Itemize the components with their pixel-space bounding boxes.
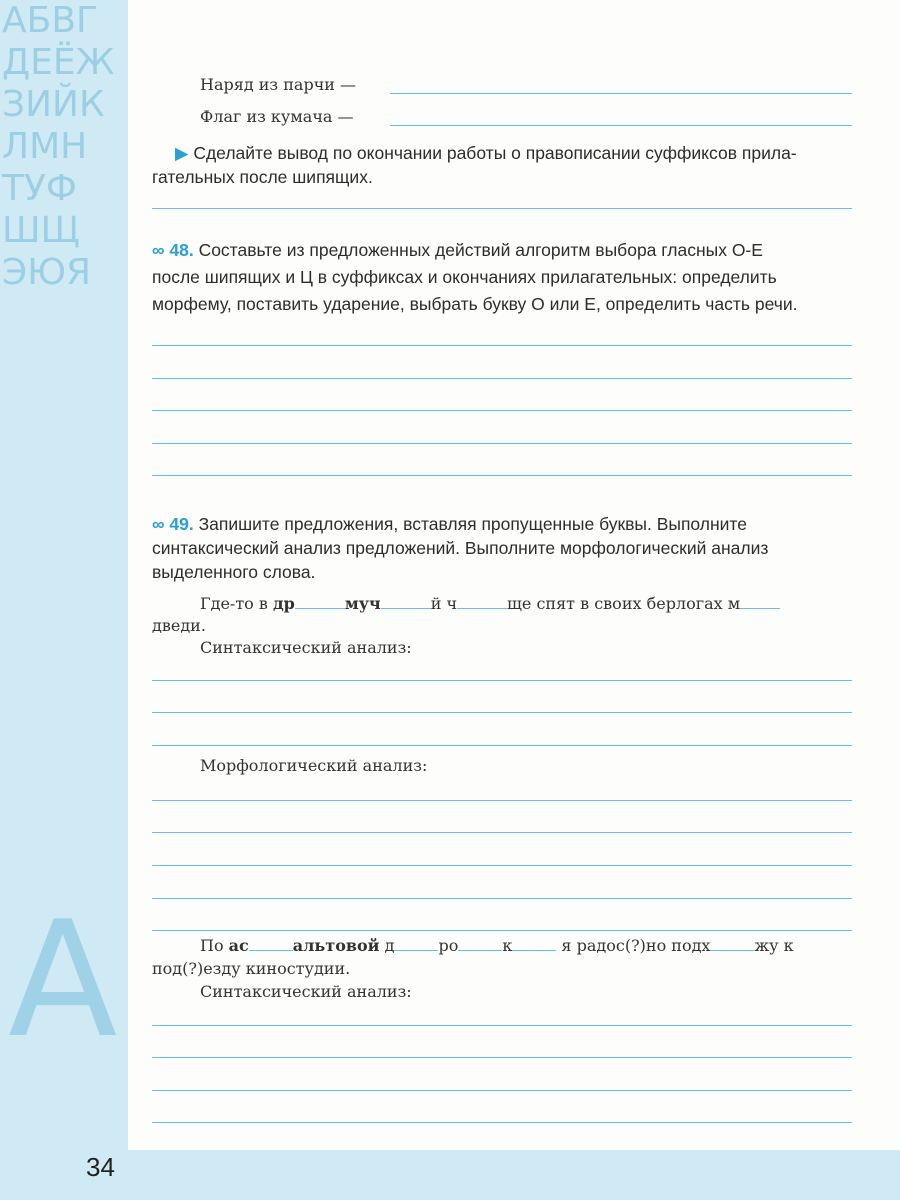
answer-line[interactable] xyxy=(152,443,852,444)
page-number: 34 xyxy=(86,1152,115,1182)
blank[interactable] xyxy=(457,596,507,609)
answer-line[interactable] xyxy=(152,800,852,801)
answer-line[interactable] xyxy=(152,745,852,746)
item-flag: Флаг из кумача — xyxy=(200,107,354,126)
answer-line[interactable] xyxy=(152,1057,852,1058)
answer-line[interactable] xyxy=(152,680,852,681)
triangle-icon: ▶ xyxy=(175,143,194,163)
exercise-49-text: выделенного слова. xyxy=(152,562,316,582)
exercise-48: ∞ 48. Составьте из предложенных действий алгоритм выбора гласных О-Е xyxy=(152,240,763,260)
watermark-letters: АБВГДЕЁЖ ЗИЙК ЛМН ТУФ ШЩ ЭЮЯ xyxy=(2,0,115,293)
answer-line[interactable] xyxy=(390,125,852,126)
answer-line[interactable] xyxy=(152,865,852,866)
blank[interactable] xyxy=(710,938,754,951)
item-naryad: Наряд из парчи — xyxy=(200,75,357,94)
exercise-49: ∞ 49. Запишите предложения, вставляя пропущенные буквы. Выполните xyxy=(152,514,747,534)
answer-line[interactable] xyxy=(152,1025,852,1026)
task-bullet-cont: гательных после шипящих. xyxy=(152,167,373,187)
watermark-big-letter: А xyxy=(8,886,118,1073)
sentence-2-cont: под(?)езду киностудии. xyxy=(152,959,351,978)
morphology-label: Морфологический анализ: xyxy=(200,756,428,775)
syntax-label: Синтаксический анализ: xyxy=(200,982,412,1001)
blank[interactable] xyxy=(394,938,438,951)
blank[interactable] xyxy=(295,596,345,609)
answer-line[interactable] xyxy=(152,1122,852,1123)
blank[interactable] xyxy=(381,596,431,609)
answer-line[interactable] xyxy=(152,475,852,476)
exercise-49-text: синтаксический анализ предложений. Выполните морфологический анализ xyxy=(152,538,769,558)
blank[interactable] xyxy=(740,596,780,609)
answer-line[interactable] xyxy=(152,208,852,209)
answer-line[interactable] xyxy=(152,930,852,931)
sentence-1-cont: дведи. xyxy=(152,616,206,635)
blank[interactable] xyxy=(249,938,293,951)
link-icon: ∞ xyxy=(152,240,165,260)
answer-line[interactable] xyxy=(152,345,852,346)
answer-line[interactable] xyxy=(152,1090,852,1091)
exercise-48-text: морфему, поставить ударение, выбрать букву О или Е, определить часть речи. xyxy=(152,294,798,314)
blank[interactable] xyxy=(458,938,502,951)
answer-line[interactable] xyxy=(152,898,852,899)
sentence-1: Где-то в др муч й ч ще спят в своих берлогах м xyxy=(200,594,780,613)
answer-line[interactable] xyxy=(152,832,852,833)
answer-line[interactable] xyxy=(152,378,852,379)
sentence-2: По ас альтовой д ро к я радос(?)но подх жу к xyxy=(200,936,794,955)
answer-line[interactable] xyxy=(152,410,852,411)
answer-line[interactable] xyxy=(152,712,852,713)
syntax-label: Синтаксический анализ: xyxy=(200,638,412,657)
exercise-48-text: после шипящих и Ц в суффиксах и окончаниях прилагательных: определить xyxy=(152,267,777,287)
answer-line[interactable] xyxy=(390,93,852,94)
blank[interactable] xyxy=(512,938,556,951)
link-icon: ∞ xyxy=(152,514,165,534)
task-bullet: ▶ Сделайте вывод по окончании работы о правописании суффиксов прила- xyxy=(175,143,797,163)
